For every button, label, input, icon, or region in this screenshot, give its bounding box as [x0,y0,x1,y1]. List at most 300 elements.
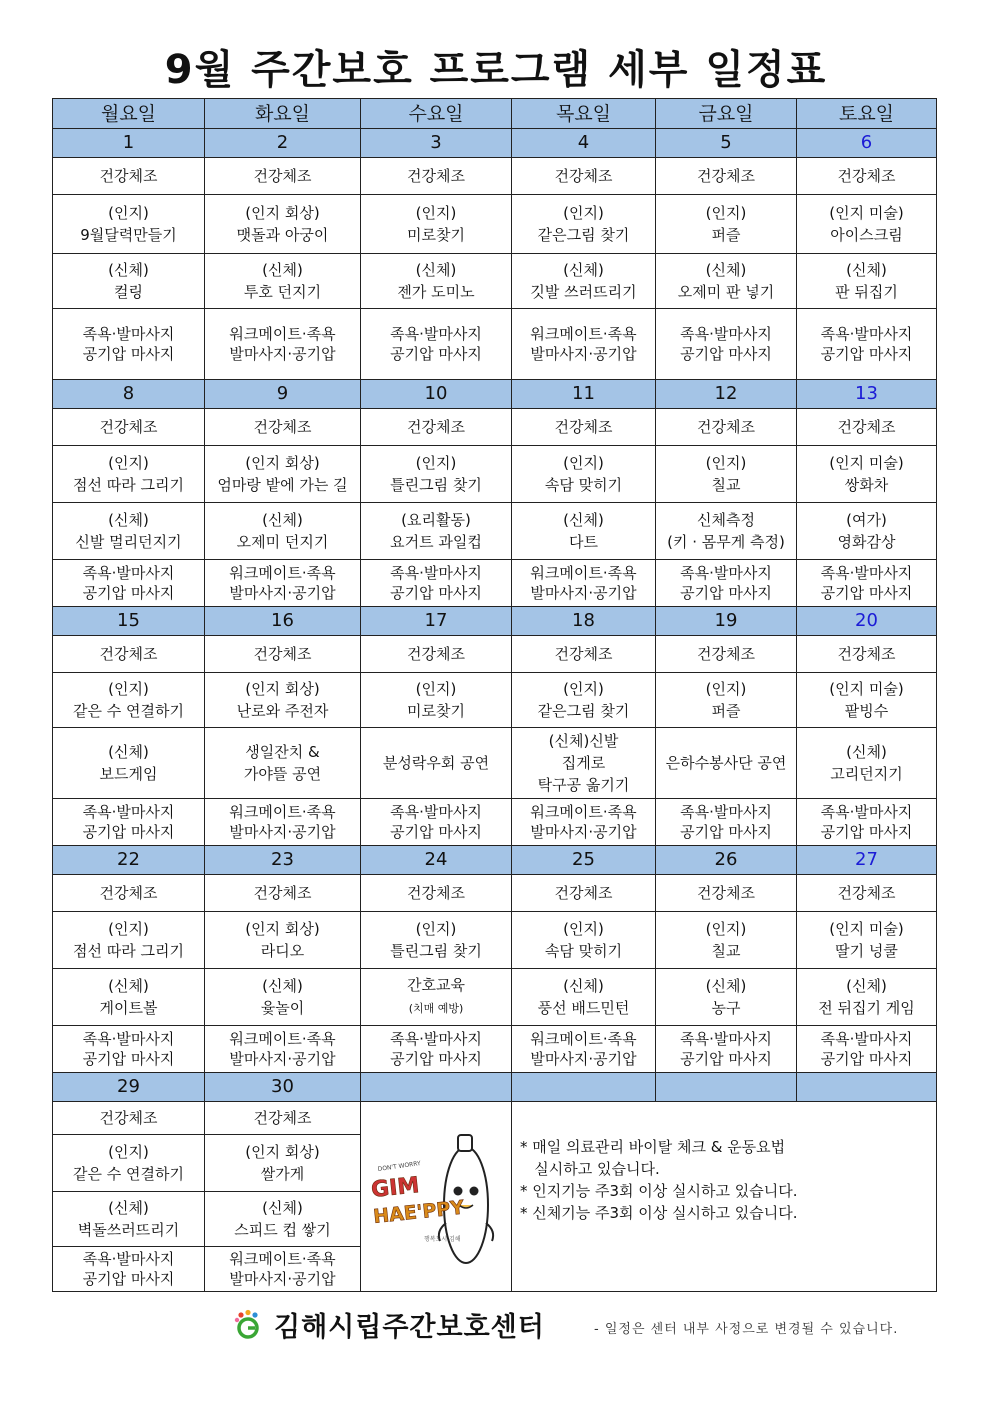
weekday-header: 금요일 [656,99,797,129]
note-line: * 매일 의료관리 바이탈 체크 & 운동요법 [520,1138,786,1156]
cognitive-line: (인지) [563,454,604,472]
exercise-cell: 건강체조 [797,158,937,195]
physical-line: 신체측정 [697,511,755,529]
massage-cell [656,560,797,607]
massage-cell [53,799,205,846]
physical-line: 전 뒤집기 게임 [818,999,915,1017]
logo-top-text: DON'T WORRY [377,1159,422,1173]
physical-cell [361,728,512,799]
date-cell: 11 [512,380,656,409]
physical-line: (신체) [108,977,149,995]
cognitive-cell [53,673,205,728]
massage-cell [53,1026,205,1073]
massage-line: 워크메이트·족욕 [530,803,637,821]
date-cell: 25 [512,846,656,875]
physical-cell [512,728,656,799]
physical-cell [797,503,937,560]
massage-line: 발마사지·공기압 [530,584,637,602]
physical-line: (신체) [563,977,604,995]
physical-line: (신체) [108,743,149,761]
physical-line: (신체) [262,977,303,995]
physical-cell [656,969,797,1026]
cognitive-line: 미로찾기 [407,226,465,244]
physical-line: 스피드 컵 쌓기 [234,1221,331,1239]
massage-cell [205,1247,361,1292]
center-name: 김해시립주간보호센터 [274,1312,545,1343]
logo-sub-text: 행복도시 김해 [424,1235,461,1243]
physical-line: 오제미 던지기 [236,533,329,551]
cognitive-cell [656,446,797,503]
exercise-cell: 건강체조 [205,409,361,446]
cognitive-line: 쌀가게 [260,1165,305,1183]
cognitive-line: (인지 회상) [245,204,320,222]
exercise-cell: 건강체조 [512,158,656,195]
cognitive-line: (인지) [705,454,747,472]
physical-line: 투호 던지기 [243,283,322,301]
cognitive-line: (인지) [108,680,149,698]
massage-cell [361,309,512,380]
cognitive-line: 엄마랑 밭에 가는 길 [217,476,348,494]
massage-cell [797,799,937,846]
exercise-cell: 건강체조 [797,636,937,673]
cognitive-cell [361,673,512,728]
cognitive-line: (인지 미술) [829,454,904,472]
massage-line: 족욕·발마사지 [82,1250,175,1268]
date-cell: 8 [53,380,205,409]
date-cell: 6 [797,129,937,158]
exercise-cell: 건강체조 [53,158,205,195]
cognitive-line: (인지) [108,1143,149,1161]
weekday-header: 수요일 [361,99,512,129]
cognitive-line: (인지) [705,680,747,698]
cognitive-line: (인지) [563,204,604,222]
date-row [53,380,937,409]
cognitive-cell [656,195,797,254]
massage-line: 공기압 마사지 [390,345,482,363]
date-cell: 13 [797,380,937,409]
physical-line: (요리활동) [401,511,471,529]
date-cell: 20 [797,607,937,636]
physical-line: 영화감상 [837,533,896,551]
physical-line: 젠가 도미노 [397,283,475,301]
massage-cell [205,1026,361,1073]
physical-line: 집게로 [561,754,606,772]
exercise-cell: 건강체조 [205,158,361,195]
cognitive-line: (인지 미술) [829,680,904,698]
physical-cell [361,503,512,560]
cognitive-line: 같은 수 연결하기 [73,1165,184,1183]
massage-cell [361,1026,512,1073]
exercise-cell: 건강체조 [512,636,656,673]
physical-line: (신체) [108,261,149,279]
physical-cell [797,728,937,799]
physical-line: 간호교육 [407,976,465,994]
massage-line: 공기압 마사지 [820,345,913,363]
massage-line: 공기압 마사지 [390,584,482,602]
massage-line: 공기압 마사지 [680,345,772,363]
massage-line: 공기압 마사지 [680,584,772,602]
cognitive-line: (인지) [108,204,149,222]
notes-cell [512,1102,937,1292]
physical-cell [205,969,361,1026]
weekday-header: 화요일 [205,99,361,129]
exercise-cell: 건강체조 [656,409,797,446]
physical-cell [656,503,797,560]
physical-line: 판 뒤집기 [835,283,898,301]
cognitive-line: 점선 따라 그리기 [73,942,184,960]
physical-line: 게이트볼 [99,999,158,1017]
weekday-header-row [53,99,937,129]
massage-line: 워크메이트·족욕 [229,803,336,821]
note-line: 실시하고 있습니다. [520,1160,660,1178]
date-cell: 12 [656,380,797,409]
massage-line: 공기압 마사지 [390,1050,482,1068]
exercise-cell: 건강체조 [797,875,937,912]
cognitive-line: 퍼즐 [711,702,741,720]
massage-cell [53,309,205,380]
exercise-cell: 건강체조 [656,158,797,195]
physical-cell [53,503,205,560]
massage-line: 족욕·발마사지 [680,325,772,343]
exercise-row [53,1102,937,1135]
physical-line: 신발 멀리던지기 [75,533,182,551]
exercise-cell: 건강체조 [205,1102,361,1135]
physical-line: 오제미 판 넣기 [677,283,775,301]
cognitive-line: 같은그림 찾기 [537,702,630,720]
exercise-cell: 건강체조 [53,875,205,912]
physical-line: (신체) [262,261,303,279]
date-row [53,129,937,158]
massage-line: 족욕·발마사지 [390,325,482,343]
massage-line: 워크메이트·족욕 [229,1030,336,1048]
date-cell: 30 [205,1073,361,1102]
date-row [53,846,937,875]
massage-line: 발마사지·공기압 [229,1270,336,1288]
date-cell: 26 [656,846,797,875]
physical-line: 풍선 배드민턴 [537,999,630,1017]
massage-cell [656,309,797,380]
exercise-cell: 건강체조 [361,409,512,446]
exercise-cell: 건강체조 [53,1102,205,1135]
date-cell [797,1073,937,1102]
physical-cell [512,503,656,560]
logo-cell [361,1102,512,1292]
physical-cell [53,254,205,309]
massage-cell [361,799,512,846]
physical-line: (키 · 몸무게 측정) [667,533,785,551]
massage-cell [205,309,361,380]
schedule-table [52,98,937,1292]
cognitive-cell [361,195,512,254]
date-cell: 15 [53,607,205,636]
massage-line: 족욕·발마사지 [680,564,772,582]
massage-line: 발마사지·공기압 [530,1050,637,1068]
date-cell [512,1073,656,1102]
massage-line: 발마사지·공기압 [530,345,637,363]
massage-cell [797,560,937,607]
gimhaeppy-mascot-icon [366,1105,506,1283]
date-cell: 9 [205,380,361,409]
cognitive-line: (인지) [108,920,149,938]
massage-cell [656,799,797,846]
massage-cell [656,1026,797,1073]
massage-line: 워크메이트·족욕 [229,1250,336,1268]
exercise-cell: 건강체조 [361,158,512,195]
date-cell: 2 [205,129,361,158]
massage-cell [512,1026,656,1073]
physical-cell [512,969,656,1026]
physical-line: 탁구공 옮기기 [537,776,630,794]
cognitive-line: 같은그림 찾기 [537,226,630,244]
cognitive-line: 속담 맞히기 [544,476,623,494]
massage-cell [205,560,361,607]
weekday-header: 월요일 [53,99,205,129]
physical-cell [656,254,797,309]
cognitive-line: (인지) [415,204,457,222]
massage-line: 족욕·발마사지 [820,1030,913,1048]
massage-line: 족욕·발마사지 [390,564,482,582]
cognitive-line: 칠교 [711,476,741,494]
cognitive-line: (인지) [705,204,747,222]
massage-line: 발마사지·공기압 [229,1050,336,1068]
physical-row [53,728,937,799]
physical-cell [656,728,797,799]
physical-row [53,254,937,309]
physical-line: 깃발 쓰러뜨리기 [530,283,637,301]
weekday-header: 토요일 [797,99,937,129]
physical-cell [205,1192,361,1247]
cognitive-cell [205,673,361,728]
cognitive-line: 9월달력만들기 [80,226,177,244]
physical-line: (신체) [563,511,604,529]
massage-line: 족욕·발마사지 [82,564,175,582]
cognitive-line: 딸기 넝쿨 [835,942,898,960]
massage-line: 족욕·발마사지 [390,803,482,821]
massage-cell [797,309,937,380]
cognitive-cell [656,912,797,969]
physical-line: (신체) [415,261,457,279]
cognitive-line: 쌍화차 [844,476,889,494]
cognitive-line: 틀린그림 찾기 [390,942,482,960]
massage-line: 족욕·발마사지 [820,325,913,343]
exercise-row [53,875,937,912]
physical-line: 보드게임 [99,765,158,783]
exercise-cell: 건강체조 [205,875,361,912]
date-cell: 1 [53,129,205,158]
massage-cell [53,1247,205,1292]
massage-line: 족욕·발마사지 [82,803,175,821]
massage-line: 워크메이트·족욕 [530,325,637,343]
cognitive-line: 칠교 [711,942,741,960]
cognitive-line: (인지 회상) [245,1143,320,1161]
massage-line: 공기압 마사지 [82,823,175,841]
massage-line: 족욕·발마사지 [680,1030,772,1048]
massage-row [53,560,937,607]
physical-cell [205,728,361,799]
massage-line: 공기압 마사지 [820,823,913,841]
massage-line: 공기압 마사지 [82,1270,175,1288]
physical-line: 생일잔치 & [245,743,320,761]
date-cell: 18 [512,607,656,636]
physical-line: 윷놀이 [260,999,305,1017]
massage-cell [797,1026,937,1073]
cognitive-cell [512,673,656,728]
cognitive-line: (인지 미술) [829,204,904,222]
cognitive-line: 난로와 주전자 [236,702,329,720]
cognitive-cell [512,446,656,503]
date-cell: 4 [512,129,656,158]
massage-cell [53,560,205,607]
physical-cell [53,969,205,1026]
date-cell: 5 [656,129,797,158]
physical-line: 요거트 과일컵 [390,533,482,551]
cognitive-cell [205,195,361,254]
massage-cell [512,560,656,607]
logo-main2-text: HAE'PPY [372,1196,466,1228]
cognitive-line: 같은 수 연결하기 [73,702,184,720]
physical-line: (신체) [108,1199,149,1217]
cognitive-line: (인지) [415,920,457,938]
date-cell: 22 [53,846,205,875]
cognitive-line: 퍼즐 [711,226,741,244]
note-line: * 인지기능 주3회 이상 실시하고 있습니다. [520,1182,798,1200]
date-cell: 24 [361,846,512,875]
physical-cell [205,503,361,560]
physical-line: (신체) [705,261,747,279]
cognitive-cell [53,1135,205,1192]
massage-cell [512,799,656,846]
massage-line: 족욕·발마사지 [390,1030,482,1048]
physical-line: 다트 [569,533,598,551]
massage-line: 족욕·발마사지 [680,803,772,821]
massage-line: 족욕·발마사지 [82,1030,175,1048]
massage-row [53,1026,937,1073]
physical-line: (신체) [846,261,887,279]
date-cell: 10 [361,380,512,409]
physical-line: (신체) [262,511,303,529]
cognitive-row [53,446,937,503]
footer [232,1305,545,1344]
massage-cell [205,799,361,846]
massage-line: 공기압 마사지 [680,823,772,841]
date-row [53,1073,937,1102]
cognitive-line: 팥빙수 [844,702,889,720]
cognitive-cell [361,912,512,969]
massage-line: 족욕·발마사지 [82,325,175,343]
exercise-cell: 건강체조 [656,636,797,673]
physical-line: 은하수봉사단 공연 [665,754,787,772]
physical-cell [53,1192,205,1247]
date-cell: 27 [797,846,937,875]
cognitive-line: 속담 맞히기 [544,942,623,960]
cognitive-line: (인지 회상) [245,920,320,938]
exercise-cell: 건강체조 [512,409,656,446]
note-line: * 신체기능 주3회 이상 실시하고 있습니다. [520,1204,798,1222]
physical-row [53,969,937,1026]
exercise-cell: 건강체조 [205,636,361,673]
cognitive-row [53,912,937,969]
massage-line: 공기압 마사지 [82,345,175,363]
cognitive-cell [797,446,937,503]
cognitive-line: (인지 미술) [829,920,904,938]
exercise-cell: 건강체조 [656,875,797,912]
footer-note: - 일정은 센터 내부 사정으로 변경될 수 있습니다. [594,1322,899,1337]
massage-line: 공기압 마사지 [820,1050,913,1068]
exercise-cell: 건강체조 [361,636,512,673]
massage-line: 공기압 마사지 [390,823,482,841]
date-cell [361,1073,512,1102]
cognitive-line: (인지) [563,920,604,938]
physical-line: (치매 예방) [408,1002,464,1015]
massage-row [53,309,937,380]
physical-line: (신체) [262,1199,303,1217]
cognitive-line: (인지) [563,680,604,698]
date-cell: 23 [205,846,361,875]
physical-line: 분성락우회 공연 [382,754,490,772]
physical-line: (여가) [846,511,887,529]
massage-line: 발마사지·공기압 [229,584,336,602]
massage-line: 족욕·발마사지 [820,803,913,821]
cognitive-cell [361,446,512,503]
weekday-header: 목요일 [512,99,656,129]
physical-line: 농구 [711,999,741,1017]
massage-line: 공기압 마사지 [820,584,913,602]
exercise-cell: 건강체조 [797,409,937,446]
massage-line: 공기압 마사지 [82,584,175,602]
massage-row [53,799,937,846]
cognitive-line: 틀린그림 찾기 [390,476,482,494]
date-cell: 16 [205,607,361,636]
exercise-row [53,409,937,446]
physical-line: 고리던지기 [830,765,903,783]
cognitive-cell [797,195,937,254]
cognitive-cell [512,912,656,969]
cognitive-line: 점선 따라 그리기 [73,476,184,494]
massage-line: 공기압 마사지 [680,1050,772,1068]
cognitive-line: (인지) [108,454,149,472]
cognitive-line: (인지) [415,680,457,698]
center-logo-icon [232,1309,264,1341]
cognitive-cell [53,195,205,254]
massage-line: 발마사지·공기압 [229,823,336,841]
cognitive-cell [797,912,937,969]
massage-cell [361,560,512,607]
cognitive-line: 미로찾기 [407,702,465,720]
page-title: 9월 주간보호 프로그램 세부 일정표 [164,47,828,93]
massage-line: 워크메이트·족욕 [530,1030,637,1048]
cognitive-line: 맷돌과 아궁이 [236,226,329,244]
cognitive-cell [53,446,205,503]
logo-main1-text: GIM [370,1172,421,1203]
date-cell [656,1073,797,1102]
cognitive-row [53,673,937,728]
massage-cell [512,309,656,380]
massage-line: 공기압 마사지 [82,1050,175,1068]
date-row [53,607,937,636]
physical-cell [205,254,361,309]
physical-line: (신체) [108,511,149,529]
cognitive-cell [797,673,937,728]
physical-line: (신체) [705,977,747,995]
cognitive-cell [205,446,361,503]
cognitive-line: (인지) [415,454,457,472]
massage-line: 족욕·발마사지 [820,564,913,582]
physical-row [53,503,937,560]
massage-line: 발마사지·공기압 [229,345,336,363]
date-cell: 19 [656,607,797,636]
cognitive-cell [205,1135,361,1192]
physical-cell [361,969,512,1026]
